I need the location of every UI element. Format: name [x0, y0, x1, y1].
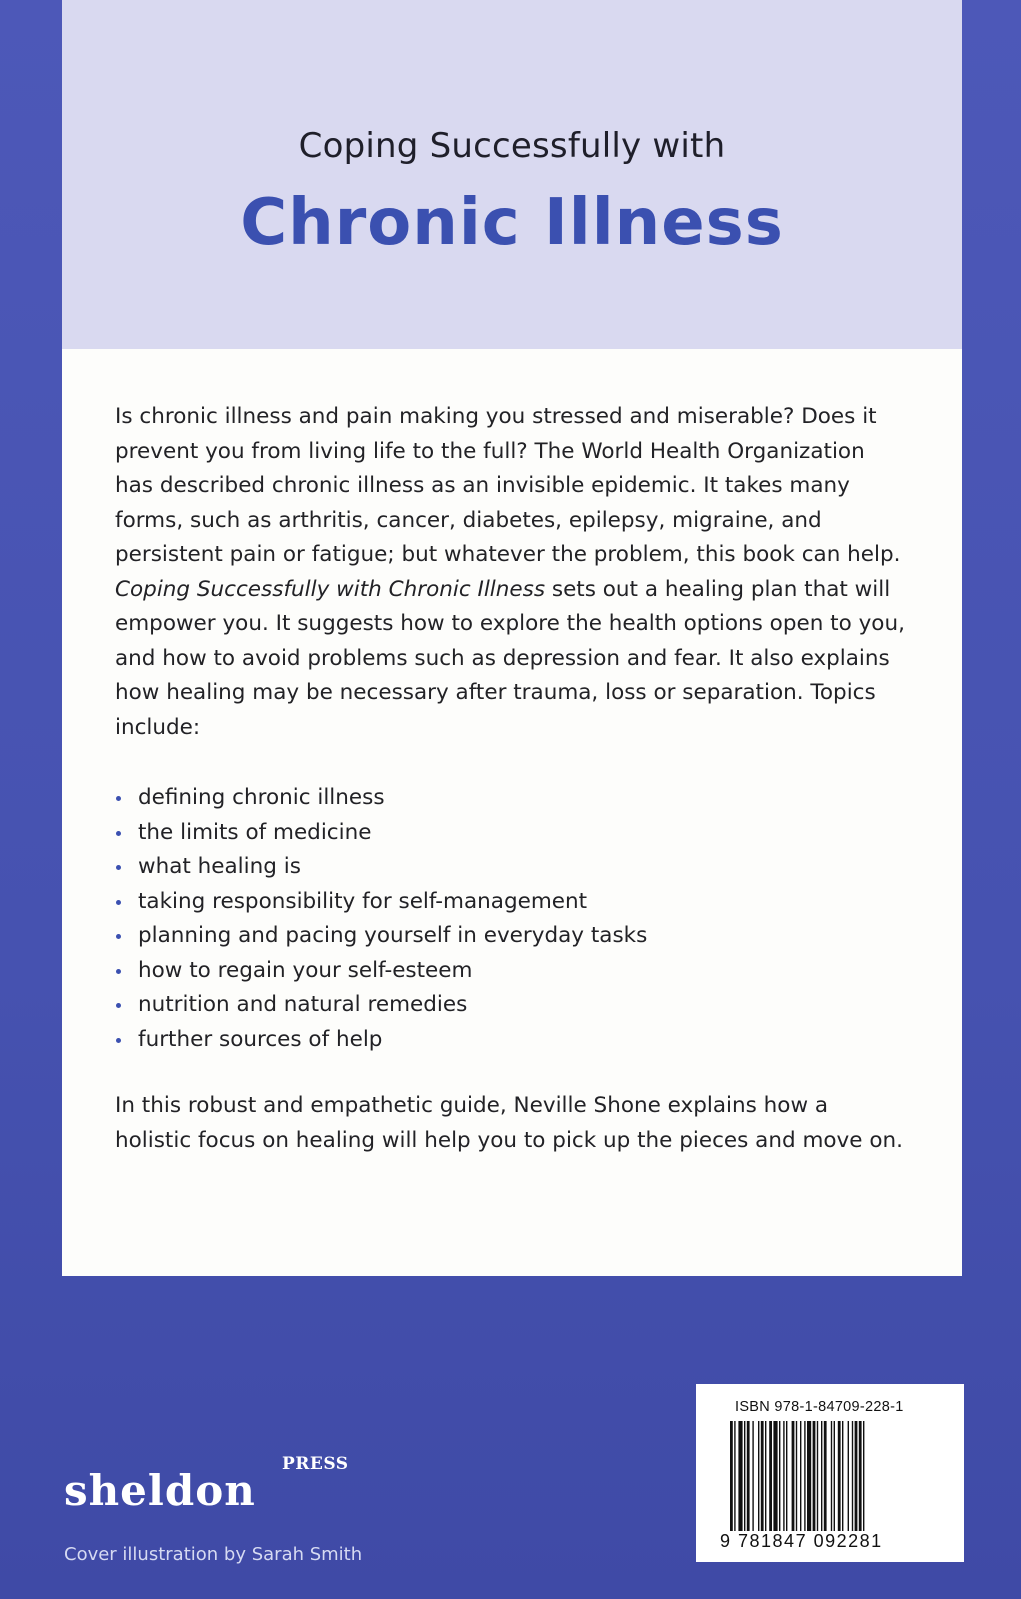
publisher-logo — [64, 1454, 349, 1526]
topic-item — [115, 919, 647, 954]
topic-item — [115, 988, 647, 1023]
topic-label: defining chronic illness — [138, 785, 385, 810]
publisher-name: sheldon — [64, 1466, 256, 1515]
intro-paragraph — [115, 400, 905, 745]
publisher-press: PRESS — [282, 1454, 349, 1474]
intro-text-2: sets out a healing plan that will empower you. It suggests how to explore the health options open to you, and how to avoid problems such as depression and fear. It also explains how healing may be necessary after trauma, loss or separation. Topics include: — [115, 576, 905, 740]
book-title: Chronic Illness — [240, 186, 784, 260]
title-panel — [62, 0, 962, 349]
cover-credit: Cover illustration by Sarah Smith — [64, 1544, 363, 1565]
topic-item — [115, 885, 647, 920]
intro-text-1: Is chronic illness and pain making you stressed and miserable? Does it prevent you from living life to the full? The World Health Organization has described chronic illness as an invisible epidemic. It takes many forms, such as arthritis, cancer, diabetes, epilepsy, migraine, and persistent pain or fatigue; but whatever the problem, this book can help. — [115, 404, 901, 567]
barcode-digits: 9 781847 092281 — [720, 1531, 883, 1551]
topic-label: taking responsibility for self-management — [138, 888, 588, 914]
barcode-box — [696, 1384, 964, 1562]
topic-item — [115, 781, 647, 816]
closing-paragraph: In this robust and empathetic guide, Neville Shone explains how a holistic focus on healing will help you to pick up the pieces and move on. — [115, 1093, 903, 1153]
bullet-icon — [116, 831, 121, 836]
topic-label: how to regain your self-esteem — [138, 957, 473, 983]
book-subtitle: Coping Successfully with — [298, 126, 726, 166]
topic-item — [115, 954, 647, 989]
topic-label: further sources of help — [138, 1026, 383, 1052]
bullet-icon — [116, 969, 121, 974]
intro-italic-title: Coping Successfully with Chronic Illness — [115, 576, 546, 602]
topic-label: planning and pacing yourself in everyday tasks — [138, 923, 648, 948]
bullet-icon — [116, 1038, 121, 1043]
bullet-icon — [116, 900, 121, 905]
topic-item — [115, 850, 647, 885]
topic-label: nutrition and natural remedies — [138, 992, 468, 1017]
bullet-icon — [116, 934, 121, 939]
topic-label: what healing is — [138, 854, 301, 879]
isbn-label: ISBN 978-1-84709-228-1 — [735, 1399, 904, 1415]
bullet-icon — [116, 865, 121, 870]
bullet-icon — [116, 1003, 121, 1008]
bullet-icon — [116, 796, 121, 801]
topic-label: the limits of medicine — [138, 819, 372, 845]
blurb-panel — [62, 349, 962, 1276]
barcode-icon — [730, 1421, 930, 1531]
topic-item — [115, 816, 647, 851]
topics-list — [115, 781, 647, 1057]
topic-item — [115, 1023, 647, 1058]
